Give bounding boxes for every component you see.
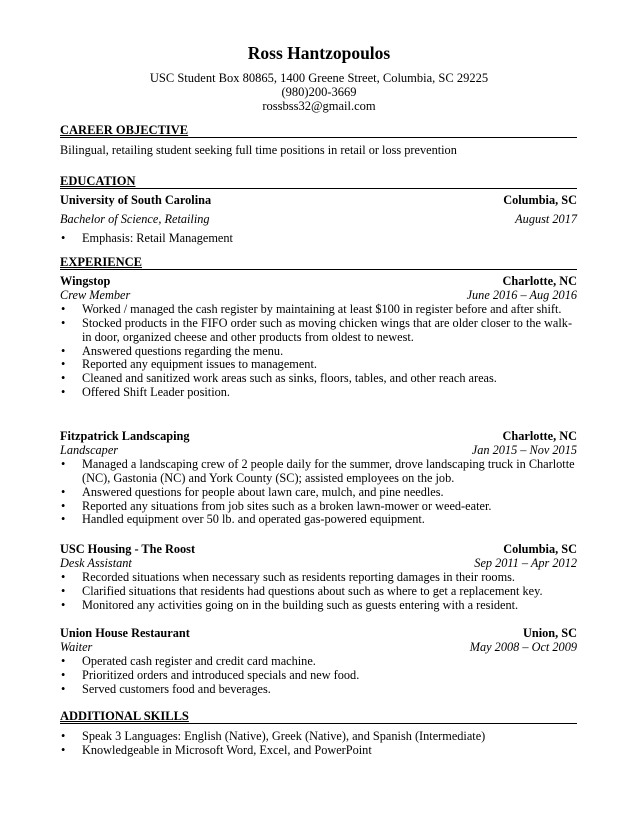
job-title-row: [60, 289, 577, 303]
list-item: • Reported any equipment issues to management.: [60, 358, 577, 372]
job-header: [60, 430, 577, 444]
list-item: • Reported any situations from job sites such as a broken lawn-mower or weed-eater.: [60, 500, 577, 514]
job-header: [60, 627, 577, 641]
school-name: University of South Carolina: [60, 193, 212, 207]
company: USC Housing - The Roost: [60, 542, 196, 556]
job-dates: May 2008 – Oct 2009: [469, 639, 577, 654]
list-item: • Recorded situations when necessary such as residents reporting damages in their rooms.: [60, 571, 577, 585]
list-item: • Offered Shift Leader position.: [60, 386, 577, 400]
email: rossbss32@gmail.com: [262, 99, 376, 113]
job-entry: [60, 275, 577, 400]
degree: Bachelor of Science, Retailing: [60, 211, 210, 226]
list-item: • Cleaned and sanitized work areas such as sinks, floors, tables, and other reach areas.: [60, 372, 577, 386]
job-dates: Jan 2015 – Nov 2015: [471, 442, 577, 457]
job-title-row: [60, 444, 577, 458]
job-title: Crew Member: [60, 287, 131, 302]
job-entry: [60, 627, 577, 697]
job-title-row: [60, 557, 577, 571]
list-item: • Answered questions for people about lawn care, mulch, and pine needles.: [60, 486, 577, 500]
education-degree-row: [60, 213, 577, 227]
job-title: Landscaper: [60, 442, 119, 457]
list-item: • Worked / managed the cash register by maintaining at least $100 in register before and after shift.: [60, 303, 577, 317]
section-heading: ADDITIONAL SKILLS: [60, 709, 577, 724]
section-heading: EXPERIENCE: [60, 255, 577, 270]
job-header: [60, 275, 577, 289]
job-title: Desk Assistant: [60, 555, 132, 570]
section-heading: EDUCATION: [60, 174, 577, 189]
job-entry: [60, 543, 577, 613]
section-education: [60, 174, 577, 246]
job-bullets: [60, 303, 577, 400]
phone: (980)200-3669: [281, 85, 357, 99]
list-item: • Served customers food and beverages.: [60, 683, 577, 697]
job-dates: June 2016 – Aug 2016: [466, 287, 577, 302]
list-item: • Emphasis: Retail Management: [60, 232, 577, 246]
job-location: Columbia, SC: [503, 542, 577, 556]
list-item: • Speak 3 Languages: English (Native), Greek (Native), and Spanish (Intermediate): [60, 730, 577, 744]
skills-bullets: [60, 730, 577, 758]
job-location: Charlotte, NC: [502, 274, 577, 288]
job-location: Charlotte, NC: [502, 429, 577, 443]
company: Fitzpatrick Landscaping: [60, 429, 190, 443]
education-bullets: [60, 232, 577, 246]
school-location: Columbia, SC: [503, 193, 577, 207]
section-additional-skills: [60, 709, 577, 758]
list-item: • Stocked products in the FIFO order such as moving chicken wings that are older closer to the walk-in door, organized cheese and other products from oldest to newest.: [60, 317, 577, 345]
list-item: • Answered questions regarding the menu.: [60, 345, 577, 359]
section-heading: CAREER OBJECTIVE: [60, 123, 577, 138]
list-item: • Monitored any activities going on in the building such as guests entering with a resident.: [60, 599, 577, 613]
list-item: • Operated cash register and credit card machine.: [60, 655, 577, 669]
job-dates: Sep 2011 – Apr 2012: [474, 555, 577, 570]
section-experience: [60, 255, 577, 270]
list-item: • Handled equipment over 50 lb. and operated gas-powered equipment.: [60, 513, 577, 527]
company: Wingstop: [60, 274, 111, 288]
list-item: • Managed a landscaping crew of 2 people daily for the summer, drove landscaping truck in Charlotte (NC), Gastonia (NC) and York County (SC); assisted employees on the job.: [60, 458, 577, 486]
address: USC Student Box 80865, 1400 Greene Street, Columbia, SC 29225: [149, 71, 489, 85]
job-title-row: [60, 641, 577, 655]
list-item: • Clarified situations that residents had questions about such as where to get a replacement key.: [60, 585, 577, 599]
education-entry-header: [60, 194, 577, 208]
section-career-objective: [60, 123, 577, 158]
job-title: Waiter: [60, 639, 93, 654]
candidate-name: Ross Hantzopoulos: [247, 43, 391, 63]
job-bullets: [60, 571, 577, 613]
job-entry: [60, 430, 577, 527]
job-location: Union, SC: [523, 626, 577, 640]
list-item: • Knowledgeable in Microsoft Word, Excel, and PowerPoint: [60, 744, 577, 758]
job-bullets: [60, 655, 577, 697]
list-item: • Prioritized orders and introduced specials and new food.: [60, 669, 577, 683]
company: Union House Restaurant: [60, 626, 190, 640]
graduation-date: August 2017: [515, 211, 577, 226]
job-bullets: [60, 458, 577, 528]
job-header: [60, 543, 577, 557]
objective-text: Bilingual, retailing student seeking full time positions in retail or loss prevention: [60, 143, 457, 157]
